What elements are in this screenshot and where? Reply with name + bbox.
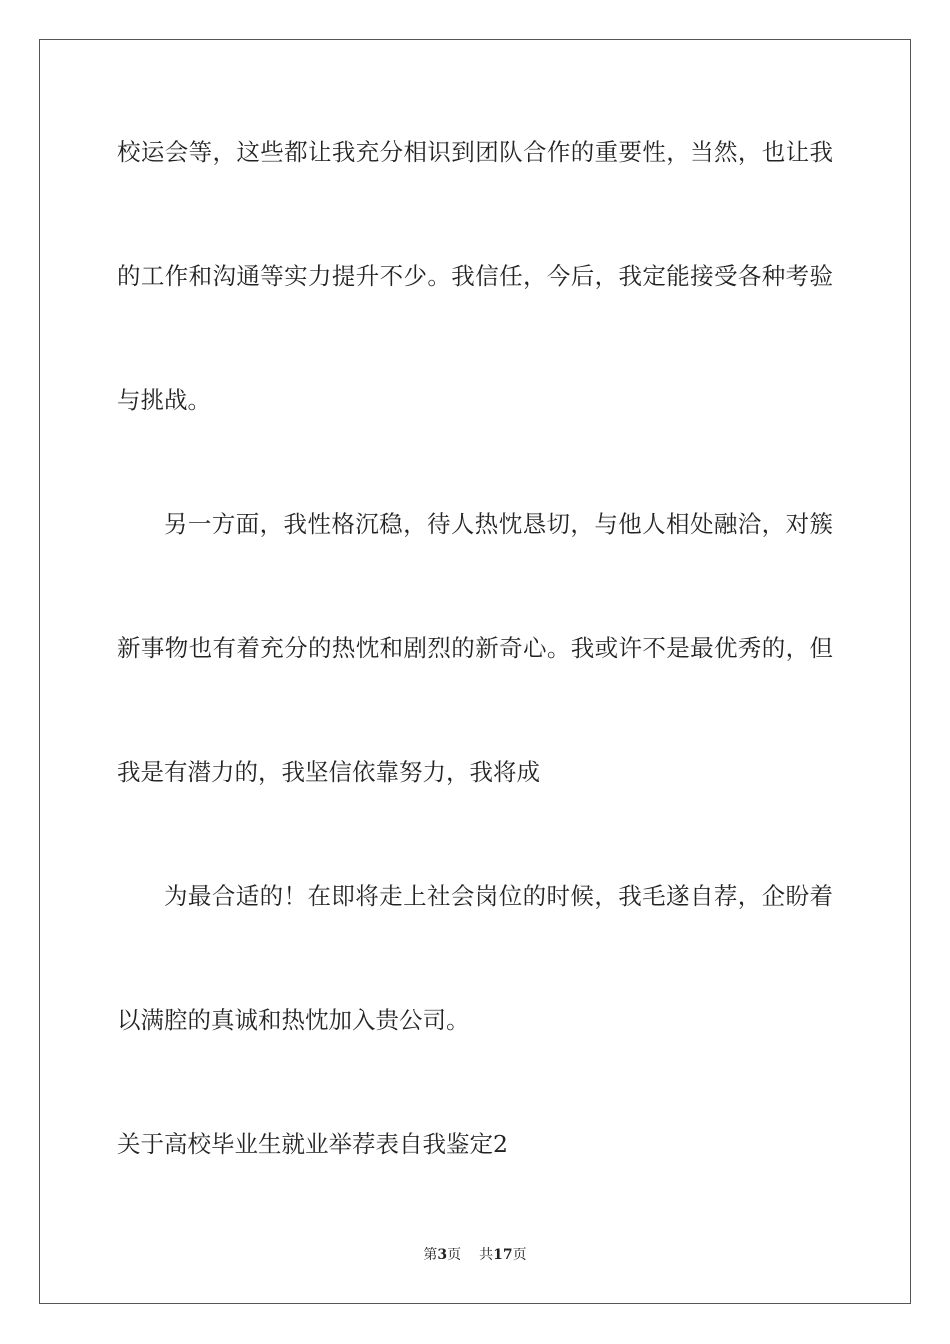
body-line-1: 校运会等，这些都让我充分相识到团队合作的重要性，当然，也让我 — [117, 138, 833, 166]
body-line-5: 新事物也有着充分的热忱和剧烈的新奇心。我或许不是最优秀的，但 — [117, 634, 833, 662]
footer-total-pages: 17 — [493, 1247, 513, 1263]
footer-page-prefix: 第 — [423, 1247, 438, 1263]
body-line-8: 以满腔的真诚和热忱加入贵公司。 — [117, 1006, 470, 1034]
body-line-2: 的工作和沟通等实力提升不少。我信任，今后，我定能接受各种考验 — [117, 262, 833, 290]
footer-page-suffix: 页 — [447, 1247, 462, 1263]
footer-total-suffix: 页 — [512, 1247, 527, 1263]
footer-total-prefix: 共 — [479, 1247, 494, 1263]
page-footer — [0, 1244, 950, 1264]
body-line-3: 与挑战。 — [117, 386, 211, 414]
body-line-4: 另一方面，我性格沉稳，待人热忱恳切，与他人相处融洽，对簇 — [164, 510, 833, 538]
footer-page-number: 3 — [437, 1247, 448, 1263]
page-frame — [39, 39, 911, 1304]
body-line-6: 我是有潜力的，我坚信依靠努力，我将成 — [117, 758, 540, 786]
body-line-7: 为最合适的！在即将走上社会岗位的时候，我毛遂自荐，企盼着 — [164, 882, 833, 910]
section-heading: 关于高校毕业生就业举荐表自我鉴定2 — [117, 1130, 508, 1158]
